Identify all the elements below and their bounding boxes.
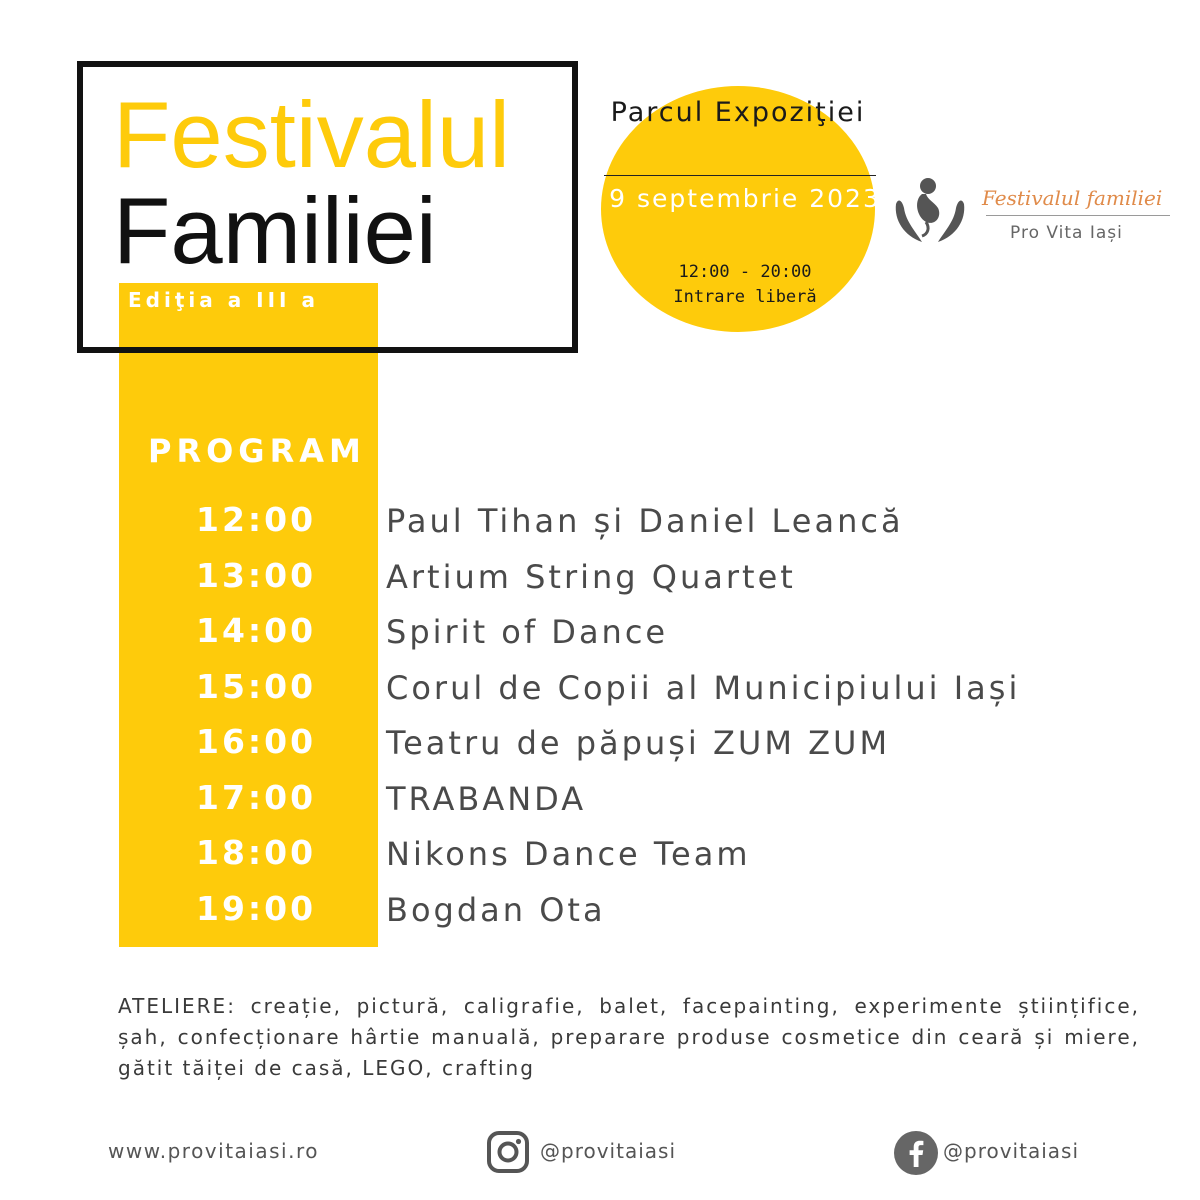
hands-baby-icon [892,170,968,248]
schedule-row [0,722,1200,778]
schedule-row [0,500,1200,556]
logo-script-text: Festivalul familiei [982,186,1163,210]
schedule-time: 16:00 [196,722,317,761]
schedule-time: 19:00 [196,889,317,928]
schedule-time: 17:00 [196,778,317,817]
schedule-act: TRABANDA [386,780,587,818]
schedule-row [0,556,1200,612]
schedule-time: 13:00 [196,556,317,595]
event-venue: Parcul Expoziţiei [610,97,866,128]
logo-divider [986,215,1170,216]
schedule-act: Corul de Copii al Municipiului Iași [386,669,1021,707]
schedule-act: Teatru de păpuși ZUM ZUM [386,724,891,762]
facebook-icon[interactable] [893,1130,939,1176]
title-festival: Festivalul [113,82,511,187]
schedule-time: 18:00 [196,833,317,872]
schedule-time: 15:00 [196,667,317,706]
schedule-row [0,833,1200,889]
facebook-handle[interactable]: @provitaiasi [943,1139,1079,1163]
logo-subtitle: Pro Vita Iași [1010,223,1123,243]
schedule-row [0,667,1200,723]
schedule-row [0,889,1200,945]
instagram-icon[interactable] [486,1130,530,1174]
schedule-act: Spirit of Dance [386,613,669,651]
schedule-act: Nikons Dance Team [386,835,751,873]
circle-divider [604,175,876,176]
schedule-row [0,611,1200,667]
schedule-time: 12:00 [196,500,317,539]
workshops-text: ATELIERE: creație, pictură, caligrafie, balet, facepainting, experimente științifice, șah, confecționare hârtie manuală, preparare produse cosmetice din ceară și miere, gătit tăiței de casă, LEGO, crafting [118,994,1140,1080]
event-hours: 12:00 - 20:00 [678,262,812,282]
program-heading: PROGRAM [148,432,366,470]
event-entry: Intrare liberă [673,287,817,307]
schedule-row [0,778,1200,834]
schedule-time: 14:00 [196,611,317,650]
schedule-act: Paul Tihan și Daniel Leancă [386,502,904,540]
title-family: Familiei [113,178,437,283]
schedule-act: Artium String Quartet [386,558,796,596]
edition-label: Ediţia a III a [128,288,319,312]
instagram-handle[interactable]: @provitaiasi [540,1139,676,1163]
schedule-act: Bogdan Ota [386,891,606,929]
event-date: 9 septembrie 2023 [609,184,881,213]
website-link[interactable]: www.provitaiasi.ro [108,1139,319,1163]
